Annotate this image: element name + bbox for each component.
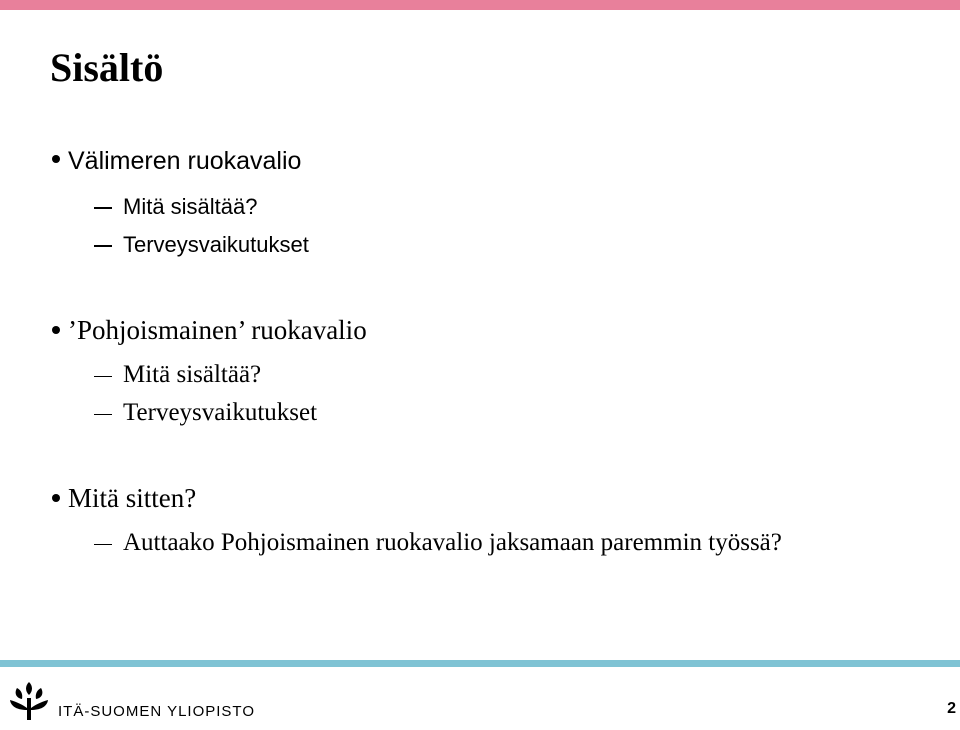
bullet-item [52, 314, 367, 346]
sub-item-text: Terveysvaikutukset [123, 399, 318, 426]
bottom-accent-bar [0, 660, 960, 667]
university-logo-icon [8, 680, 50, 722]
sub-item [94, 398, 317, 428]
top-accent-bar [0, 0, 960, 10]
bullet-text: Välimeren ruokavalio [68, 147, 302, 175]
bullet-text: Mitä sitten? [68, 483, 197, 513]
slide-title: Sisältö [50, 45, 164, 90]
footer-university-name: ITÄ-SUOMEN YLIOPISTO [58, 703, 255, 720]
sub-item [94, 192, 258, 222]
sub-item-text: Mitä sisältää? [123, 361, 262, 388]
page-number: 2 [947, 700, 956, 717]
sub-item [94, 528, 782, 558]
sub-item-text: Mitä sisältää? [123, 194, 258, 219]
bullet-text: ’Pohjoismainen’ ruokavalio [68, 315, 367, 345]
bullet-item [52, 145, 301, 177]
sub-item [94, 230, 309, 260]
bullet-dot-icon [52, 155, 60, 163]
sub-item-text: Auttaako Pohjoismainen ruokavalio jaksamaan paremmin työssä? [123, 529, 782, 556]
bullet-dot-icon [52, 326, 60, 334]
bullet-item [52, 482, 196, 514]
dash-icon [94, 414, 112, 416]
dash-icon [94, 376, 112, 378]
dash-icon [94, 544, 112, 546]
dash-icon [94, 245, 112, 247]
sub-item [94, 360, 261, 390]
sub-item-text: Terveysvaikutukset [123, 232, 309, 257]
dash-icon [94, 207, 112, 209]
bullet-dot-icon [52, 494, 60, 502]
